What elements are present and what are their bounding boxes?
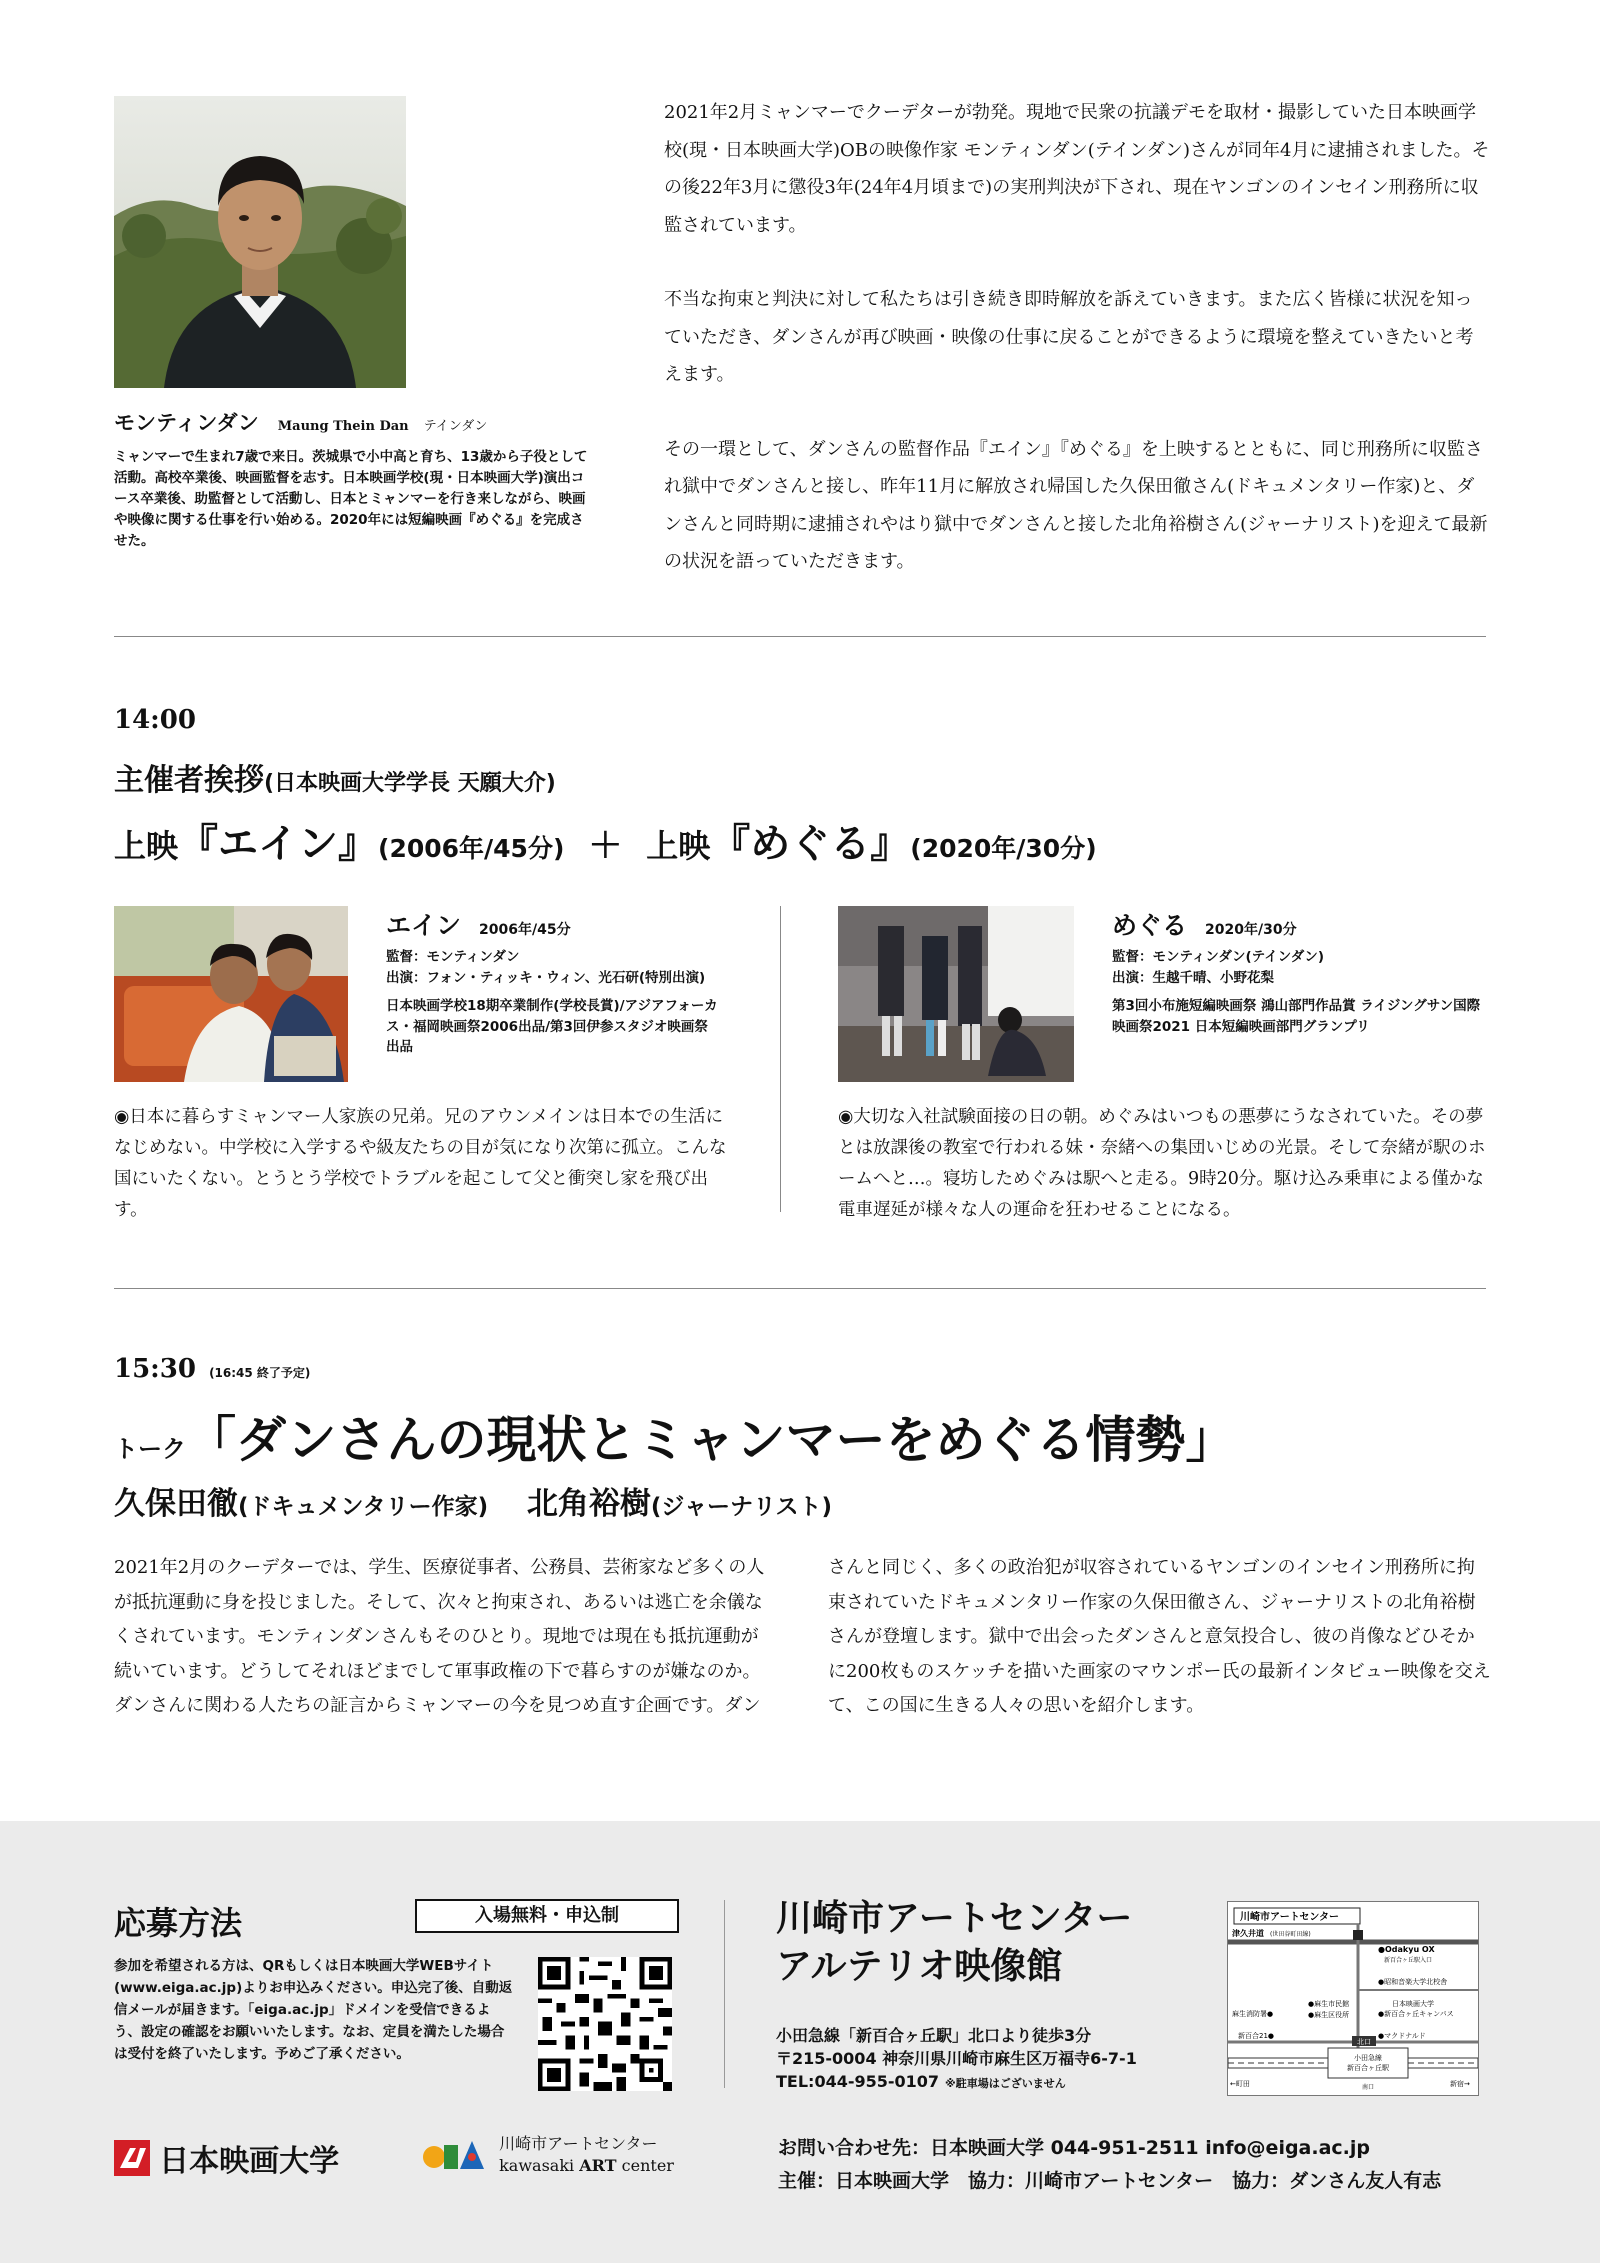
screening-film1-title: 『エイン』 — [178, 821, 379, 867]
screening-label-2: 上映 — [646, 827, 711, 865]
greeting-line — [114, 755, 556, 799]
profile-name — [114, 407, 564, 437]
speaker2-name: 北角裕樹 — [526, 1486, 651, 1522]
map-station: 新百合ヶ丘駅 — [1347, 2064, 1389, 2072]
map-machida: ←町田 — [1230, 2080, 1250, 2088]
film2-title-text: めぐる — [1112, 911, 1188, 940]
venue-access-1: 小田急線「新百合ヶ丘駅」北口より徒歩3分 — [776, 2026, 1092, 2045]
venue-name — [776, 1895, 1132, 1991]
profile-name-en: Maung Thein Dan — [277, 419, 409, 434]
venue-name-1: 川崎市アートセンター — [776, 1898, 1133, 1939]
apply-text: 参加を希望される方は、QRもしくは日本映画大学WEBサイト(www.eiga.ac.jp)よりお申込みください。申込完了後、自動返信メールが届きます。「eiga.ac.jp」ドメインを受信できるよう、設定の確認をお願いいたします。なお、定員を満たした場合は受付を終了いたします。予めご了承ください。 — [114, 1958, 513, 2062]
kac-logo — [420, 2133, 674, 2177]
divider-1 — [114, 636, 1486, 637]
kac-logo-jp: 川崎市アートセンター — [499, 2134, 658, 2153]
free-entry-badge: 入場無料・申込制 — [415, 1899, 679, 1933]
footer-divider — [724, 1900, 725, 2088]
program1-time: 14:00 — [114, 705, 196, 735]
map-tsukui: 津久井道 — [1232, 1929, 1264, 1938]
map-shin21: 新百合21● — [1238, 2032, 1275, 2040]
contact-block — [778, 2132, 1441, 2198]
film1-credits — [386, 947, 726, 1058]
greeting-note: (日本映画大学学長 天願大介) — [264, 771, 556, 796]
film2-cast: 出演：生越千晴、小野花梨 — [1112, 969, 1274, 986]
film1-title — [386, 906, 571, 942]
program2-time-note: (16:45 終了予定) — [209, 1366, 311, 1380]
speaker1-role: (ドキュメンタリー作家) — [238, 1494, 489, 1520]
program2-time-row — [114, 1354, 310, 1384]
divider-2 — [114, 1288, 1486, 1289]
intro-paragraph-1: 2021年2月ミャンマーでクーデターが勃発。現地で民衆の抗議デモを取材・撮影していた日本映画学校(現・日本映画大学)OBの映像作家 モンティンダン(テインダン)さんが同年4月に逮捕されました。その後22年3月に懲役3年(24年4月頃まで)の実刑判決が下され、現在ヤンゴンのインセイン刑務所に収監されています。 — [664, 102, 1490, 236]
map-shinjuku: 新宿→ — [1450, 2080, 1470, 2088]
screening-line — [114, 812, 1097, 869]
access-map — [1227, 1901, 1479, 2096]
map-title: 川崎市アートセンター — [1240, 1912, 1339, 1923]
speaker2-role: (ジャーナリスト) — [650, 1494, 833, 1520]
map-tsukui-sub: (世田谷町田線) — [1270, 1931, 1311, 1938]
speakers-line — [114, 1478, 832, 1523]
venue-access — [776, 2024, 1137, 2095]
screening-film2-meta: (2020年/30分) — [910, 834, 1097, 863]
intro-paragraph-3: その一環として、ダンさんの監督作品『エイン』『めぐる』を上映するとともに、同じ刑務所に収監され獄中でダンさんと接し、昨年11月に解放され帰国した久保田徹さん(ドキュメンタリー作家)と、ダンさんと同時期に逮捕されやはり獄中でダンさんと接した北角裕樹さん(ジャーナリスト)を迎えて最新の状況を語っていただきます。 — [664, 438, 1488, 572]
program2-time: 15:30 — [114, 1354, 196, 1384]
kac-logo-en-pre: kawasaki — [499, 2156, 580, 2175]
portrait-photo — [114, 96, 406, 388]
speaker1-name: 久保田徹 — [114, 1486, 238, 1522]
film2-meta: 2020年/30分 — [1205, 922, 1297, 938]
talk-label: トーク — [114, 1435, 186, 1463]
talk-title: 「ダンさんの現状とミャンマーをめぐる情勢」 — [186, 1411, 1236, 1469]
map-univ: 日本映画大学 — [1392, 2000, 1434, 2008]
contact-info: お問い合わせ先：日本映画大学 044-951-2511 info@eiga.ac.jp — [778, 2137, 1371, 2159]
film1-title-text: エイン — [386, 911, 462, 940]
talk-body-right: さんと同じく、多くの政治犯が収容されているヤンゴンのインセイン刑務所に拘束されていたドキュメンタリー作家の久保田徹さん、ジャーナリストの北角裕樹さんが登壇します。獄中で出会ったダンさんと意気投合し、彼の肖像などひそかに200枚ものスケッチを描いた画家のマウンポー氏の最新インタビュー映像を交えて、この国に生きる人々の思いを紹介します。 — [828, 1557, 1491, 1716]
map-fire: 麻生消防署● — [1232, 2010, 1274, 2018]
map-south-exit: 南口 — [1361, 2084, 1375, 2091]
film2-awards: 第3回小布施短編映画祭 鴻山部門作品賞 ライジングサン国際映画祭2021 日本短編映画部門グランプリ — [1112, 998, 1481, 1035]
venue-tel-note: ※駐車場はございません — [945, 2077, 1066, 2090]
film-divider — [780, 906, 781, 1212]
film1-meta: 2006年/45分 — [479, 922, 571, 938]
film2-synopsis: ◉大切な入社試験面接の日の朝。めぐみはいつもの悪夢にうなされていた。その夢とは放課後の教室で行われる妹・奈緒への集団いじめの光景。そして奈緒が駅のホームへと…。寝坊しためぐみは駅へと走る。9時20分。駆け込み乗車による僅かな電車遅延が様々な人の運命を狂わせることになる。 — [838, 1107, 1486, 1220]
univ-logo — [114, 2136, 339, 2180]
venue-tel: TEL:044-955-0107 — [776, 2072, 940, 2091]
venue-name-2: アルテリオ映像館 — [776, 1946, 1063, 1987]
profile-name-jp: モンティンダン — [114, 411, 259, 435]
screening-film1-meta: (2006年/45分) — [378, 834, 565, 863]
map-ward: ●麻生区役所 — [1308, 2011, 1350, 2019]
map-univ-campus: ●新百合ヶ丘キャンパス — [1378, 2010, 1454, 2018]
film1-cast: 出演：フォン・ティッキ・ウィン、光石研(特別出演) — [386, 969, 706, 986]
intro-text — [664, 94, 1490, 618]
map-ox-sub: 新百合ヶ丘駅入口 — [1384, 1957, 1433, 1964]
map-north-exit: 北口 — [1357, 2038, 1371, 2046]
film1-synopsis: ◉日本に暮らすミャンマー人家族の兄弟。兄のアウンメインは日本での生活になじめない。中学校に入学するや級友たちの目が気になり次第に孤立。こんな国にいたくない。とうとう学校でトラブルを起こして父と衝突し家を飛び出す。 — [114, 1107, 727, 1220]
map-station-line: 小田急線 — [1354, 2054, 1382, 2062]
film1-still — [114, 906, 348, 1082]
film2-title — [1112, 906, 1297, 942]
kac-logo-en-post: center — [616, 2156, 674, 2175]
kac-logo-icon — [420, 2135, 490, 2175]
film2-still — [838, 906, 1074, 1082]
univ-logo-text: 日本映画大学 — [159, 2144, 340, 2179]
map-showa: ●昭和音楽大学北校舎 — [1378, 1978, 1448, 1986]
univ-logo-icon — [114, 2140, 150, 2176]
kac-logo-en-art: ART — [579, 2156, 617, 2175]
film2-director: 監督：モンティンダン(テインダン) — [1112, 949, 1325, 965]
map-odakyu-ox: ●Odakyu OX — [1378, 1945, 1435, 1954]
apply-heading: 応募方法 — [114, 1904, 243, 1942]
talk-title-line — [114, 1400, 1236, 1472]
film1-director: 監督：モンティンダン — [386, 949, 520, 965]
qr-code-icon[interactable] — [538, 1957, 672, 2091]
organizer-info: 主催：日本映画大学 協力：川崎市アートセンター 協力：ダンさん友人有志 — [778, 2170, 1442, 2192]
film1-awards: 日本映画学校18期卒業制作(学校長賞)/アジアフォーカス・福岡映画祭2006出品/第3回伊参スタジオ映画祭 出品 — [386, 998, 718, 1055]
profile-name-kana: テインダン — [423, 419, 488, 434]
talk-body-left: 2021年2月のクーデターでは、学生、医療従事者、公務員、芸術家など多くの人が抵抗運動に身を投じました。そして、次々と拘束され、あるいは逃亡を余儀なくされています。モンティンダンさんもそのひとり。現地では現在も抵抗運動が続いています。どうしてそれほどまでして軍事政権の下で暮らすのが嫌なのか。ダンさんに関わる人たちの証言からミャンマーの今を見つめ直す企画です。ダン — [114, 1557, 765, 1716]
venue-address: 〒215-0004 神奈川県川崎市麻生区万福寺6-7-1 — [776, 2049, 1137, 2068]
plus-sign: ＋ — [588, 826, 623, 866]
screening-label-1: 上映 — [114, 827, 179, 865]
intro-paragraph-2: 不当な拘束と判決に対して私たちは引き続き即時解放を訴えていきます。また広く皆様に状況を知っていただき、ダンさんが再び映画・映像の仕事に戻ることができるように環境を整えていきたいと考えます。 — [664, 289, 1474, 385]
film2-credits — [1112, 947, 1492, 1037]
profile-bio: ミャンマーで生まれ7歳で来日。茨城県で小中高と育ち、13歳から子役として活動。高校卒業後、映画監督を志す。日本映画学校(現・日本映画大学)演出コース卒業後、助監督として活動し、日本とミャンマーを行き来しながら、映画や映像に関する仕事を行い始める。2020年には短編映画『めぐる』を完成させた。 — [114, 449, 588, 549]
greeting-label: 主催者挨拶 — [114, 763, 264, 798]
screening-film2-title: 『めぐる』 — [710, 821, 911, 867]
map-civic: ●麻生市民館 — [1308, 2000, 1350, 2008]
map-mcd: ●マクドナルド — [1378, 2032, 1426, 2040]
